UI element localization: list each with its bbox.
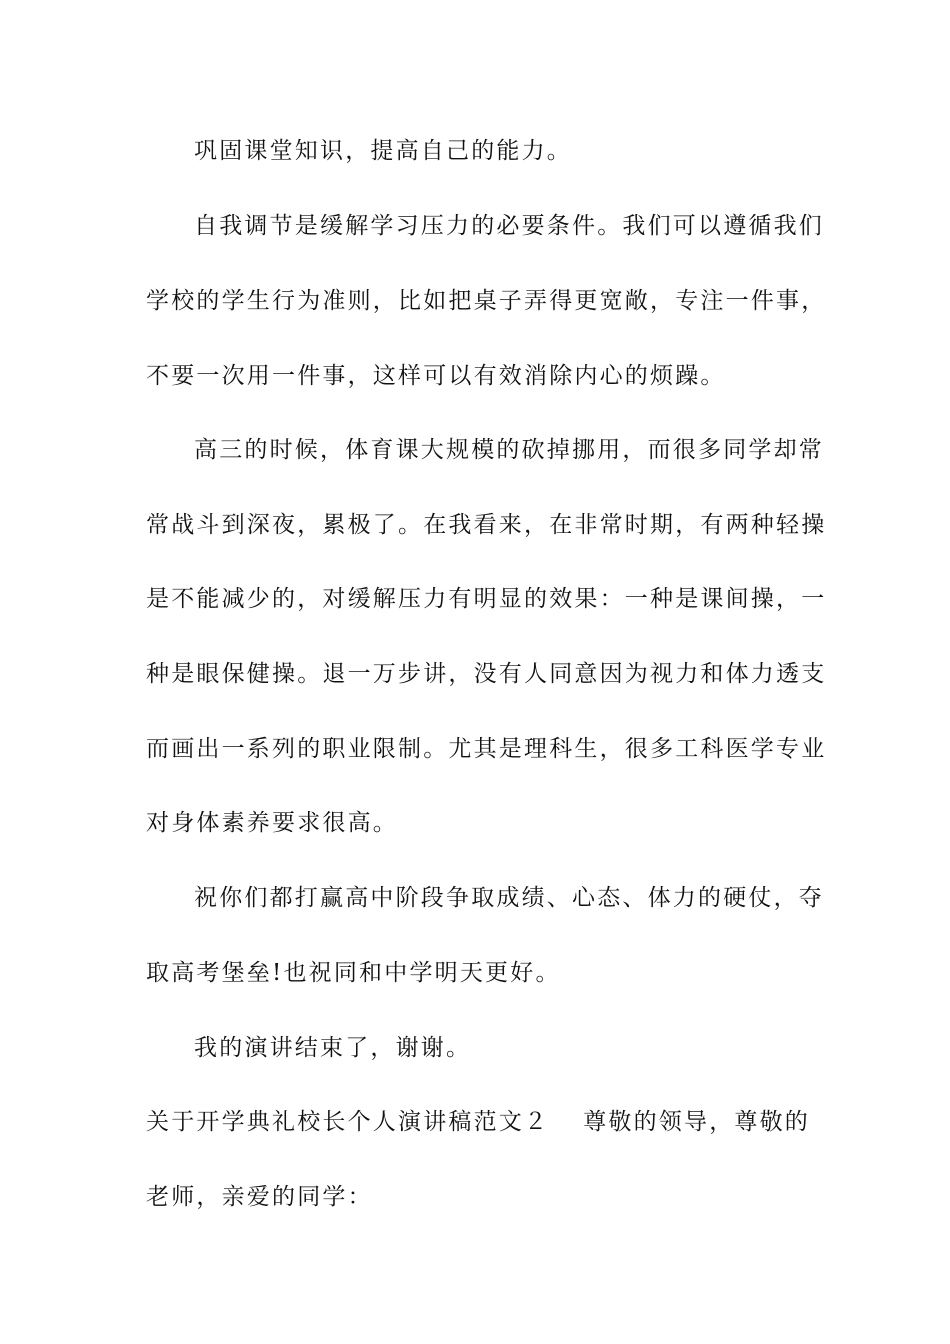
paragraph-line: 常战斗到深夜，累极了。在我看来，在非常时期，有两种轻操	[146, 512, 827, 538]
paragraph-line: 祝你们都打赢高中阶段争取成绩、心态、体力的硬仗，夺	[194, 885, 824, 911]
paragraph-line: 种是眼保健操。退一万步讲，没有人同意因为视力和体力透支	[146, 661, 827, 687]
greeting-start: 尊敬的领导，尊敬的	[583, 1109, 811, 1135]
paragraph-line: 对身体素养要求很高。	[146, 810, 398, 836]
speech-title: 关于开学典礼校长个人演讲稿范文２	[146, 1109, 550, 1135]
paragraph-line: 我的演讲结束了，谢谢。	[194, 1035, 472, 1061]
paragraph-line: 是不能减少的，对缓解压力有明显的效果：一种是课间操，一	[146, 586, 827, 612]
paragraph-line: 巩固课堂知识，提高自己的能力。	[194, 138, 572, 164]
paragraph-line: 自我调节是缓解学习压力的必要条件。我们可以遵循我们	[194, 213, 824, 239]
paragraph-line: 不要一次用一件事，这样可以有效消除内心的烦躁。	[146, 363, 726, 389]
title-line	[146, 1102, 811, 1142]
paragraph-line: 高三的时候，体育课大规模的砍掉挪用，而很多同学却常	[194, 437, 824, 463]
paragraph-line: 学校的学生行为准则，比如把桌子弄得更宽敞，专注一件事，	[146, 288, 827, 314]
paragraph-line: 而画出一系列的职业限制。尤其是理科生，很多工科医学专业	[146, 736, 827, 762]
paragraph-line: 老师，亲爱的同学：	[146, 1184, 373, 1210]
paragraph-line: 取高考堡垒!也祝同和中学明天更好。	[146, 960, 561, 986]
